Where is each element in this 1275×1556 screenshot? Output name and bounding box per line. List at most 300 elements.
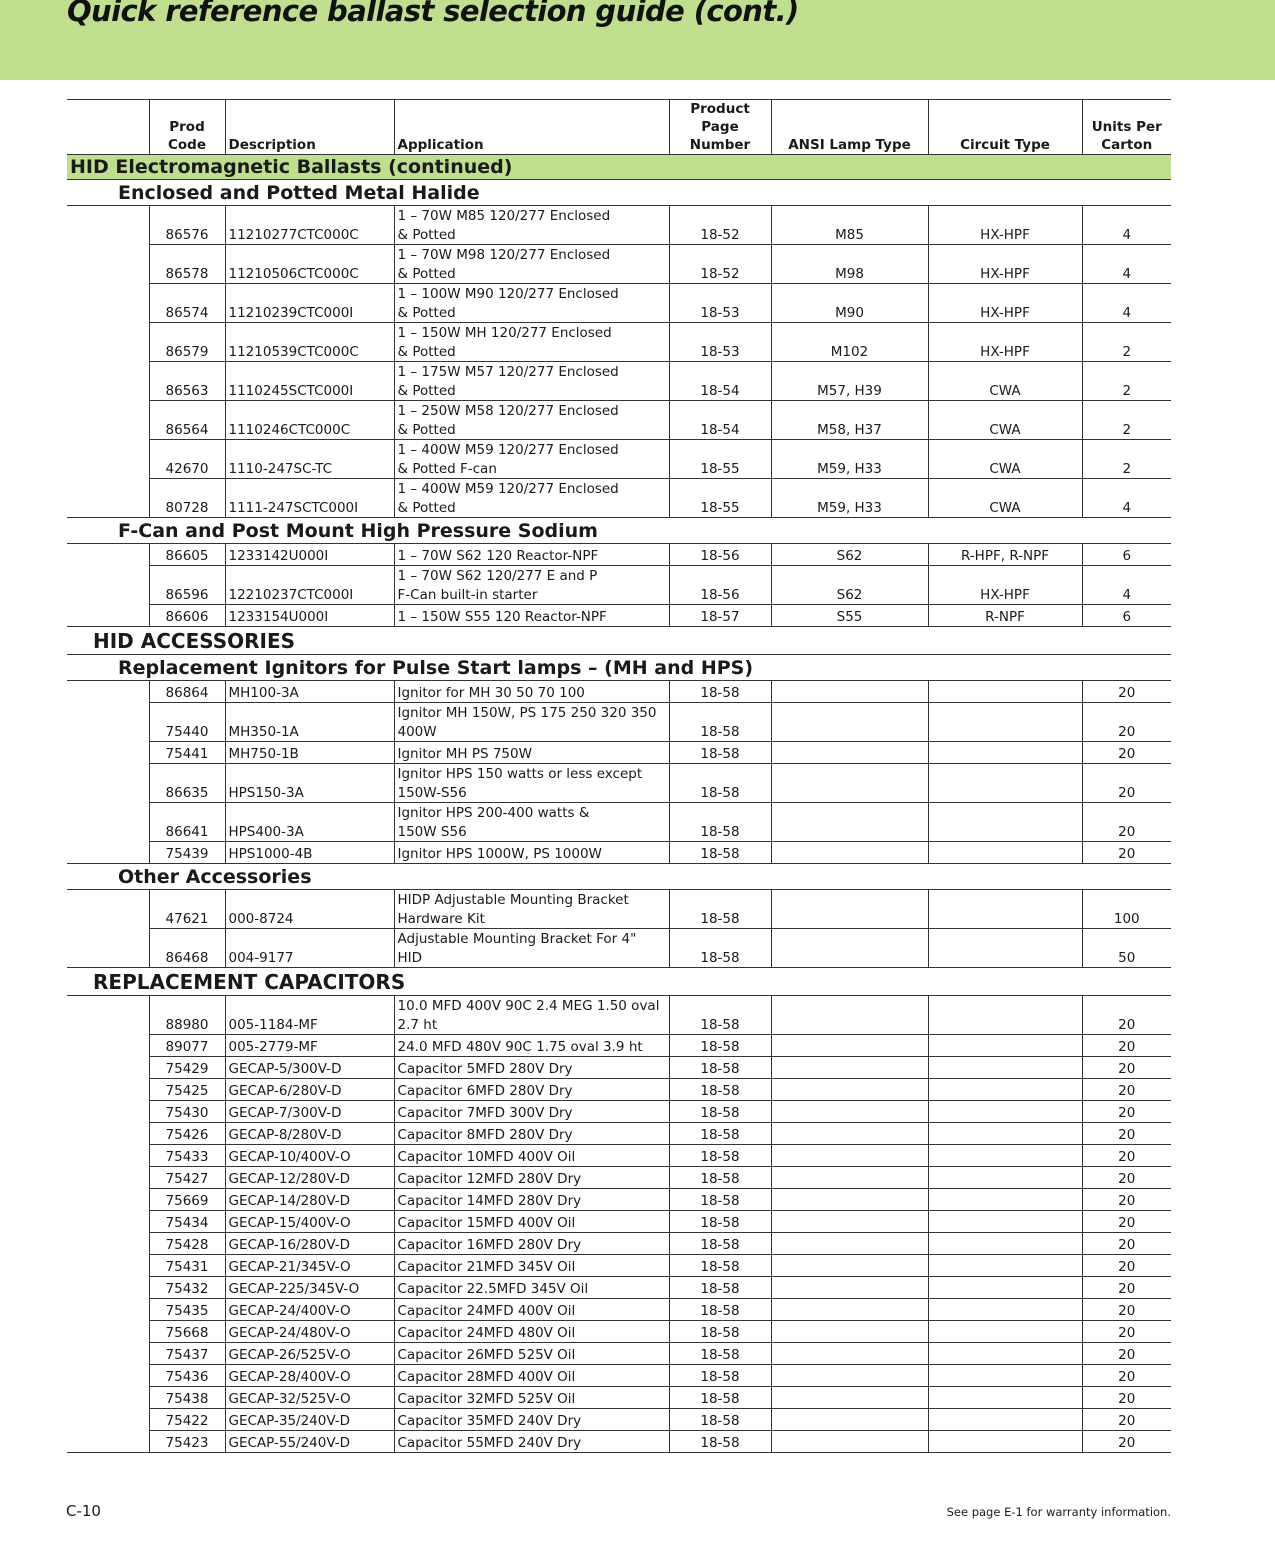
cell-page: 18-58 xyxy=(669,842,771,864)
cell-page: 18-55 xyxy=(669,440,771,479)
cell-circuit xyxy=(928,842,1082,864)
cell-units: 20 xyxy=(1082,764,1171,803)
cell-units: 20 xyxy=(1082,996,1171,1035)
table-row xyxy=(67,1409,1171,1431)
cell-units: 6 xyxy=(1082,544,1171,566)
cell-page: 18-58 xyxy=(669,1431,771,1453)
row-indent xyxy=(67,440,149,479)
page-number: C-10 xyxy=(66,1502,101,1520)
cell-circuit xyxy=(928,742,1082,764)
cell-circuit: HX-HPF xyxy=(928,323,1082,362)
table-row xyxy=(67,1321,1171,1343)
cell-code: 75431 xyxy=(149,1255,225,1277)
table-row xyxy=(67,323,1171,362)
cell-lamp xyxy=(771,996,928,1035)
table-row xyxy=(67,245,1171,284)
cell-code: 86606 xyxy=(149,605,225,627)
cell-circuit: HX-HPF xyxy=(928,566,1082,605)
cell-units: 20 xyxy=(1082,1387,1171,1409)
cell-desc: GECAP-21/345V-O xyxy=(225,1255,394,1277)
cell-units: 20 xyxy=(1082,1255,1171,1277)
cell-page: 18-53 xyxy=(669,284,771,323)
table-row xyxy=(67,842,1171,864)
cell-lamp xyxy=(771,742,928,764)
cell-code: 86579 xyxy=(149,323,225,362)
table-row xyxy=(67,1343,1171,1365)
cell-lamp: S55 xyxy=(771,605,928,627)
cell-page: 18-52 xyxy=(669,245,771,284)
cell-units: 20 xyxy=(1082,681,1171,703)
cell-lamp xyxy=(771,1431,928,1453)
cell-page: 18-58 xyxy=(669,996,771,1035)
table-row xyxy=(67,1431,1171,1453)
table-header-row xyxy=(67,100,1171,155)
cell-circuit xyxy=(928,1189,1082,1211)
cell-code: 75669 xyxy=(149,1189,225,1211)
cell-code: 86574 xyxy=(149,284,225,323)
cell-page: 18-58 xyxy=(669,1409,771,1431)
row-indent xyxy=(67,1321,149,1343)
row-indent xyxy=(67,681,149,703)
cell-circuit xyxy=(928,1211,1082,1233)
table-row xyxy=(67,566,1171,605)
header-ansi-lamp-type: ANSI Lamp Type xyxy=(771,100,928,155)
row-indent xyxy=(67,764,149,803)
row-indent xyxy=(67,803,149,842)
cell-app: Capacitor 6MFD 280V Dry xyxy=(394,1079,669,1101)
section-heading: HID ACCESSORIES xyxy=(67,627,1171,655)
cell-units: 20 xyxy=(1082,842,1171,864)
cell-desc: 1110245SCTC000I xyxy=(225,362,394,401)
cell-circuit: R-HPF, R-NPF xyxy=(928,544,1082,566)
row-indent xyxy=(67,323,149,362)
cell-lamp xyxy=(771,1101,928,1123)
table-row xyxy=(67,206,1171,245)
ballast-selection-table xyxy=(67,99,1171,1453)
section-heading: REPLACEMENT CAPACITORS xyxy=(67,968,1171,996)
cell-app: Capacitor 10MFD 400V Oil xyxy=(394,1145,669,1167)
row-indent xyxy=(67,401,149,440)
cell-units: 100 xyxy=(1082,890,1171,929)
cell-lamp xyxy=(771,1145,928,1167)
cell-lamp: M85 xyxy=(771,206,928,245)
cell-code: 86641 xyxy=(149,803,225,842)
row-indent xyxy=(67,284,149,323)
cell-circuit: HX-HPF xyxy=(928,245,1082,284)
cell-lamp xyxy=(771,1409,928,1431)
row-indent xyxy=(67,1101,149,1123)
row-indent xyxy=(67,1167,149,1189)
cell-desc: GECAP-28/400V-O xyxy=(225,1365,394,1387)
cell-desc: GECAP-12/280V-D xyxy=(225,1167,394,1189)
cell-app: Capacitor 22.5MFD 345V Oil xyxy=(394,1277,669,1299)
cell-code: 75427 xyxy=(149,1167,225,1189)
cell-code: 75434 xyxy=(149,1211,225,1233)
cell-page: 18-58 xyxy=(669,1343,771,1365)
group-heading: HID Electromagnetic Ballasts (continued) xyxy=(67,155,1171,180)
cell-app: HIDP Adjustable Mounting Bracket Hardware Kit xyxy=(394,890,669,929)
table-row xyxy=(67,1365,1171,1387)
cell-page: 18-58 xyxy=(669,742,771,764)
cell-circuit xyxy=(928,890,1082,929)
subsection-heading-row xyxy=(67,518,1171,544)
table-row xyxy=(67,1167,1171,1189)
cell-app: Capacitor 5MFD 280V Dry xyxy=(394,1057,669,1079)
cell-circuit: HX-HPF xyxy=(928,284,1082,323)
cell-code: 75439 xyxy=(149,842,225,864)
cell-units: 20 xyxy=(1082,1189,1171,1211)
row-indent xyxy=(67,566,149,605)
cell-app: Capacitor 32MFD 525V Oil xyxy=(394,1387,669,1409)
table-row xyxy=(67,1387,1171,1409)
cell-page: 18-58 xyxy=(669,1035,771,1057)
row-indent xyxy=(67,479,149,518)
header-units-per-carton: Units Per Carton xyxy=(1082,100,1171,155)
header-spacer xyxy=(67,100,149,155)
cell-lamp xyxy=(771,681,928,703)
table-row xyxy=(67,890,1171,929)
cell-app: Ignitor HPS 1000W, PS 1000W xyxy=(394,842,669,864)
cell-circuit xyxy=(928,703,1082,742)
cell-desc: GECAP-10/400V-O xyxy=(225,1145,394,1167)
row-indent xyxy=(67,1409,149,1431)
cell-lamp xyxy=(771,890,928,929)
header-description: Description xyxy=(225,100,394,155)
cell-page: 18-56 xyxy=(669,566,771,605)
header-page-number: Product Page Number xyxy=(669,100,771,155)
cell-code: 86605 xyxy=(149,544,225,566)
cell-app: 1 – 70W M85 120/277 Enclosed & Potted xyxy=(394,206,669,245)
group-row xyxy=(67,155,1171,180)
cell-desc: GECAP-35/240V-D xyxy=(225,1409,394,1431)
cell-desc: MH100-3A xyxy=(225,681,394,703)
cell-page: 18-57 xyxy=(669,605,771,627)
cell-app: 1 – 100W M90 120/277 Enclosed & Potted xyxy=(394,284,669,323)
cell-code: 75432 xyxy=(149,1277,225,1299)
cell-units: 20 xyxy=(1082,1057,1171,1079)
row-indent xyxy=(67,1365,149,1387)
cell-circuit xyxy=(928,681,1082,703)
cell-circuit: CWA xyxy=(928,440,1082,479)
cell-units: 4 xyxy=(1082,479,1171,518)
subsection-heading: F-Can and Post Mount High Pressure Sodium xyxy=(67,518,1171,544)
cell-units: 20 xyxy=(1082,1431,1171,1453)
table-row xyxy=(67,1101,1171,1123)
cell-units: 20 xyxy=(1082,1321,1171,1343)
cell-code: 75436 xyxy=(149,1365,225,1387)
row-indent xyxy=(67,1277,149,1299)
cell-desc: 1233142U000I xyxy=(225,544,394,566)
cell-app: Capacitor 8MFD 280V Dry xyxy=(394,1123,669,1145)
table-row xyxy=(67,703,1171,742)
cell-circuit xyxy=(928,1321,1082,1343)
cell-app: Capacitor 15MFD 400V Oil xyxy=(394,1211,669,1233)
row-indent xyxy=(67,1079,149,1101)
cell-code: 86563 xyxy=(149,362,225,401)
cell-circuit xyxy=(928,1167,1082,1189)
row-indent xyxy=(67,1123,149,1145)
row-indent xyxy=(67,1057,149,1079)
cell-page: 18-54 xyxy=(669,362,771,401)
row-indent xyxy=(67,996,149,1035)
cell-code: 75428 xyxy=(149,1233,225,1255)
row-indent xyxy=(67,1233,149,1255)
row-indent xyxy=(67,1431,149,1453)
cell-app: Capacitor 24MFD 400V Oil xyxy=(394,1299,669,1321)
cell-circuit xyxy=(928,803,1082,842)
cell-circuit xyxy=(928,1387,1082,1409)
cell-desc: GECAP-26/525V-O xyxy=(225,1343,394,1365)
cell-code: 75429 xyxy=(149,1057,225,1079)
cell-circuit: CWA xyxy=(928,401,1082,440)
cell-code: 75425 xyxy=(149,1079,225,1101)
cell-app: Ignitor HPS 150 watts or less except 150W-S56 xyxy=(394,764,669,803)
cell-desc: 11210539CTC000C xyxy=(225,323,394,362)
cell-desc: 11210239CTC000I xyxy=(225,284,394,323)
table-row xyxy=(67,1299,1171,1321)
section-heading-row xyxy=(67,968,1171,996)
cell-lamp xyxy=(771,842,928,864)
cell-circuit xyxy=(928,1409,1082,1431)
cell-units: 20 xyxy=(1082,1277,1171,1299)
cell-circuit xyxy=(928,1101,1082,1123)
cell-page: 18-56 xyxy=(669,544,771,566)
cell-desc: GECAP-225/345V-O xyxy=(225,1277,394,1299)
cell-circuit xyxy=(928,1365,1082,1387)
cell-lamp xyxy=(771,1057,928,1079)
cell-lamp: M57, H39 xyxy=(771,362,928,401)
cell-lamp xyxy=(771,764,928,803)
cell-code: 75426 xyxy=(149,1123,225,1145)
cell-desc: 005-1184-MF xyxy=(225,996,394,1035)
cell-code: 86578 xyxy=(149,245,225,284)
cell-code: 75430 xyxy=(149,1101,225,1123)
cell-units: 20 xyxy=(1082,1299,1171,1321)
cell-circuit xyxy=(928,1035,1082,1057)
cell-desc: GECAP-24/480V-O xyxy=(225,1321,394,1343)
cell-units: 4 xyxy=(1082,566,1171,605)
cell-page: 18-58 xyxy=(669,681,771,703)
cell-lamp xyxy=(771,1321,928,1343)
cell-app: 1 – 70W M98 120/277 Enclosed & Potted xyxy=(394,245,669,284)
cell-page: 18-58 xyxy=(669,703,771,742)
cell-app: Capacitor 21MFD 345V Oil xyxy=(394,1255,669,1277)
cell-desc: 1110246CTC000C xyxy=(225,401,394,440)
cell-code: 75438 xyxy=(149,1387,225,1409)
cell-desc: GECAP-5/300V-D xyxy=(225,1057,394,1079)
cell-lamp xyxy=(771,1277,928,1299)
cell-lamp xyxy=(771,1211,928,1233)
cell-page: 18-58 xyxy=(669,929,771,968)
cell-page: 18-58 xyxy=(669,1365,771,1387)
row-indent xyxy=(67,1299,149,1321)
cell-app: Capacitor 28MFD 400V Oil xyxy=(394,1365,669,1387)
cell-app: Ignitor MH PS 750W xyxy=(394,742,669,764)
cell-app: Ignitor HPS 200-400 watts & 150W S56 xyxy=(394,803,669,842)
row-indent xyxy=(67,890,149,929)
cell-desc: 1111-247SCTC000I xyxy=(225,479,394,518)
cell-units: 20 xyxy=(1082,1145,1171,1167)
cell-circuit xyxy=(928,1343,1082,1365)
cell-lamp: M59, H33 xyxy=(771,440,928,479)
cell-desc: 004-9177 xyxy=(225,929,394,968)
cell-lamp: M102 xyxy=(771,323,928,362)
table-row xyxy=(67,1211,1171,1233)
cell-units: 2 xyxy=(1082,362,1171,401)
row-indent xyxy=(67,206,149,245)
table-row xyxy=(67,742,1171,764)
row-indent xyxy=(67,742,149,764)
cell-circuit: CWA xyxy=(928,479,1082,518)
cell-code: 75437 xyxy=(149,1343,225,1365)
page-title: Quick reference ballast selection guide (cont.) xyxy=(67,0,799,28)
cell-code: 75422 xyxy=(149,1409,225,1431)
cell-code: 75423 xyxy=(149,1431,225,1453)
cell-lamp xyxy=(771,1123,928,1145)
cell-page: 18-58 xyxy=(669,1277,771,1299)
row-indent xyxy=(67,1211,149,1233)
cell-code: 47621 xyxy=(149,890,225,929)
cell-units: 4 xyxy=(1082,245,1171,284)
cell-units: 2 xyxy=(1082,440,1171,479)
cell-units: 20 xyxy=(1082,1101,1171,1123)
cell-units: 20 xyxy=(1082,1409,1171,1431)
cell-app: Ignitor for MH 30 50 70 100 xyxy=(394,681,669,703)
cell-desc: GECAP-32/525V-O xyxy=(225,1387,394,1409)
cell-app: 1 – 400W M59 120/277 Enclosed & Potted F-can xyxy=(394,440,669,479)
cell-lamp xyxy=(771,1365,928,1387)
cell-lamp: S62 xyxy=(771,544,928,566)
cell-desc: GECAP-15/400V-O xyxy=(225,1211,394,1233)
cell-code: 86564 xyxy=(149,401,225,440)
cell-page: 18-58 xyxy=(669,1387,771,1409)
row-indent xyxy=(67,929,149,968)
cell-circuit xyxy=(928,1233,1082,1255)
cell-lamp xyxy=(771,1167,928,1189)
table-row xyxy=(67,929,1171,968)
cell-page: 18-58 xyxy=(669,803,771,842)
cell-desc: 1233154U000I xyxy=(225,605,394,627)
cell-lamp xyxy=(771,1079,928,1101)
cell-desc: MH750-1B xyxy=(225,742,394,764)
table-row xyxy=(67,479,1171,518)
table-row xyxy=(67,401,1171,440)
cell-page: 18-55 xyxy=(669,479,771,518)
cell-app: 1 – 150W MH 120/277 Enclosed & Potted xyxy=(394,323,669,362)
cell-units: 4 xyxy=(1082,206,1171,245)
cell-page: 18-58 xyxy=(669,1101,771,1123)
cell-desc: 000-8724 xyxy=(225,890,394,929)
cell-circuit xyxy=(928,1057,1082,1079)
cell-units: 20 xyxy=(1082,1123,1171,1145)
cell-desc: HPS1000-4B xyxy=(225,842,394,864)
table-row xyxy=(67,1079,1171,1101)
cell-app: 1 – 400W M59 120/277 Enclosed & Potted xyxy=(394,479,669,518)
subsection-heading: Replacement Ignitors for Pulse Start lamps – (MH and HPS) xyxy=(67,655,1171,681)
cell-desc: MH350-1A xyxy=(225,703,394,742)
cell-circuit xyxy=(928,1123,1082,1145)
cell-app: 10.0 MFD 400V 90C 2.4 MEG 1.50 oval 2.7 ht xyxy=(394,996,669,1035)
cell-app: Capacitor 12MFD 280V Dry xyxy=(394,1167,669,1189)
cell-lamp xyxy=(771,1387,928,1409)
cell-units: 20 xyxy=(1082,1035,1171,1057)
section-heading-row xyxy=(67,627,1171,655)
cell-lamp xyxy=(771,1255,928,1277)
cell-code: 42670 xyxy=(149,440,225,479)
cell-app: 1 – 175W M57 120/277 Enclosed & Potted xyxy=(394,362,669,401)
cell-units: 50 xyxy=(1082,929,1171,968)
cell-lamp: M58, H37 xyxy=(771,401,928,440)
cell-desc: 005-2779-MF xyxy=(225,1035,394,1057)
table-row xyxy=(67,1277,1171,1299)
cell-app: Capacitor 24MFD 480V Oil xyxy=(394,1321,669,1343)
table-row xyxy=(67,1145,1171,1167)
subsection-heading: Enclosed and Potted Metal Halide xyxy=(67,180,1171,206)
cell-lamp xyxy=(771,1189,928,1211)
cell-lamp xyxy=(771,929,928,968)
table-row xyxy=(67,1123,1171,1145)
row-indent xyxy=(67,703,149,742)
cell-lamp xyxy=(771,1299,928,1321)
cell-units: 20 xyxy=(1082,803,1171,842)
cell-code: 75441 xyxy=(149,742,225,764)
row-indent xyxy=(67,362,149,401)
warranty-note: See page E-1 for warranty information. xyxy=(946,1505,1171,1519)
cell-page: 18-58 xyxy=(669,1233,771,1255)
cell-page: 18-58 xyxy=(669,1167,771,1189)
cell-circuit xyxy=(928,996,1082,1035)
cell-desc: GECAP-16/280V-D xyxy=(225,1233,394,1255)
row-indent xyxy=(67,1189,149,1211)
table-body xyxy=(67,155,1171,1453)
cell-desc: GECAP-6/280V-D xyxy=(225,1079,394,1101)
table-row xyxy=(67,1057,1171,1079)
table-row xyxy=(67,1233,1171,1255)
cell-units: 2 xyxy=(1082,323,1171,362)
cell-circuit xyxy=(928,1255,1082,1277)
table-row xyxy=(67,284,1171,323)
cell-circuit xyxy=(928,1431,1082,1453)
row-indent xyxy=(67,842,149,864)
cell-circuit: HX-HPF xyxy=(928,206,1082,245)
cell-desc: GECAP-55/240V-D xyxy=(225,1431,394,1453)
cell-circuit xyxy=(928,764,1082,803)
cell-units: 20 xyxy=(1082,742,1171,764)
table-row xyxy=(67,362,1171,401)
cell-page: 18-58 xyxy=(669,1079,771,1101)
cell-circuit xyxy=(928,1299,1082,1321)
row-indent xyxy=(67,1145,149,1167)
cell-page: 18-58 xyxy=(669,1145,771,1167)
row-indent xyxy=(67,1035,149,1057)
cell-lamp: M90 xyxy=(771,284,928,323)
cell-desc: 1110-247SC-TC xyxy=(225,440,394,479)
row-indent xyxy=(67,544,149,566)
cell-units: 20 xyxy=(1082,1365,1171,1387)
cell-code: 86635 xyxy=(149,764,225,803)
cell-desc: GECAP-24/400V-O xyxy=(225,1299,394,1321)
cell-page: 18-58 xyxy=(669,764,771,803)
cell-code: 80728 xyxy=(149,479,225,518)
table-row xyxy=(67,996,1171,1035)
subsection-heading-row xyxy=(67,864,1171,890)
cell-circuit xyxy=(928,929,1082,968)
cell-app: Capacitor 26MFD 525V Oil xyxy=(394,1343,669,1365)
cell-units: 20 xyxy=(1082,1167,1171,1189)
subsection-heading-row xyxy=(67,655,1171,681)
cell-desc: HPS400-3A xyxy=(225,803,394,842)
cell-page: 18-58 xyxy=(669,1321,771,1343)
